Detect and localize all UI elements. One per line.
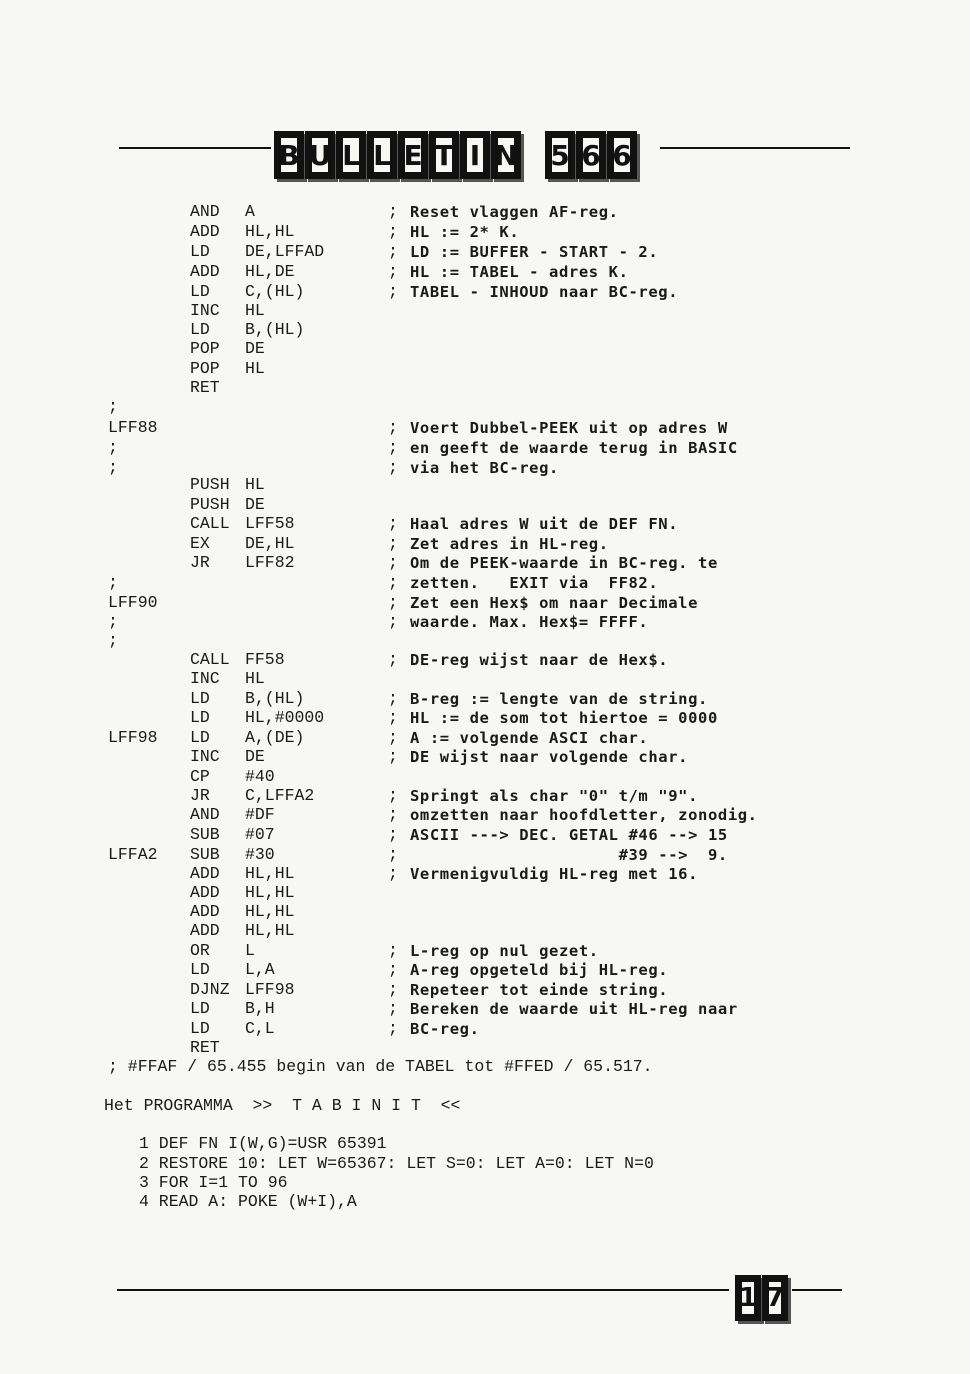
listing-comment: TABEL - INHOUD naar BC-reg. — [410, 283, 679, 301]
listing-label: LFFA2 — [108, 845, 158, 864]
listing-label: ; — [108, 397, 118, 416]
program-line: 3 FOR I=1 TO 96 — [139, 1173, 288, 1192]
listing-line — [0, 475, 970, 495]
listing-opcode: JR — [190, 786, 210, 805]
listing-semicolon: ; — [388, 242, 398, 261]
listing-line — [0, 883, 970, 903]
listing-opcode: EX — [190, 534, 210, 553]
masthead-tile: U — [305, 131, 335, 179]
listing-line — [0, 708, 970, 728]
header-rule-left — [119, 147, 271, 149]
listing-line — [0, 747, 970, 767]
listing-semicolon: ; — [388, 593, 398, 612]
listing-comment: Zet een Hex$ om naar Decimale — [410, 594, 699, 612]
listing-opcode: ADD — [190, 902, 220, 921]
listing-semicolon: ; — [388, 458, 398, 477]
listing-operand: LFF82 — [245, 553, 295, 572]
program-line: 2 RESTORE 10: LET W=65367: LET S=0: LET A=0: LET N=0 — [139, 1154, 654, 1173]
listing-semicolon: ; — [388, 825, 398, 844]
listing-line — [0, 864, 970, 884]
listing-operand: DE — [245, 339, 265, 358]
listing-line — [0, 669, 970, 689]
listing-comment: Reset vlaggen AF-reg. — [410, 203, 619, 221]
listing-operand: HL,#0000 — [245, 708, 325, 727]
listing-opcode: SUB — [190, 825, 220, 844]
listing-label: ; — [108, 458, 118, 477]
listing-opcode: CALL — [190, 650, 230, 669]
program-line: 1 DEF FN I(W,G)=USR 65391 — [139, 1134, 387, 1153]
listing-operand: A,(DE) — [245, 728, 305, 747]
listing-label: LFF88 — [108, 418, 158, 437]
listing-line — [0, 301, 970, 321]
page-number-tile: 1 — [735, 1275, 761, 1321]
masthead-tile: N — [491, 131, 521, 179]
listing-opcode: LD — [190, 708, 210, 727]
listing-operand: C,LFFA2 — [245, 786, 315, 805]
listing-semicolon: ; — [388, 728, 398, 747]
listing-operand: B,(HL) — [245, 689, 305, 708]
listing-comment: ASCII ---> DEC. GETAL #46 --> 15 — [410, 826, 728, 844]
listing-opcode: ADD — [190, 921, 220, 940]
listing-opcode: OR — [190, 941, 210, 960]
listing-semicolon: ; — [388, 650, 398, 669]
listing-opcode: CALL — [190, 514, 230, 533]
listing-comment: Repeteer tot einde string. — [410, 981, 669, 999]
listing-label: ; — [108, 438, 118, 457]
listing-semicolon: ; — [388, 418, 398, 437]
listing-comment: A-reg opgeteld bij HL-reg. — [410, 961, 669, 979]
listing-comment: Vermenigvuldig HL-reg met 16. — [410, 865, 699, 883]
listing-opcode: LD — [190, 242, 210, 261]
page-number-tile: 7 — [762, 1275, 788, 1321]
masthead-tile: B — [274, 131, 304, 179]
listing-semicolon: ; — [388, 202, 398, 221]
listing-line — [0, 242, 970, 262]
listing-comment: Om de PEEK-waarde in BC-reg. te — [410, 554, 718, 572]
listing-semicolon: ; — [388, 845, 398, 864]
listing-line — [0, 378, 970, 398]
listing-operand: HL,HL — [245, 222, 295, 241]
listing-line — [0, 999, 970, 1019]
masthead-tile: L — [336, 131, 366, 179]
footer-rule — [117, 1289, 729, 1291]
listing-line — [0, 282, 970, 302]
listing-operand: DE — [245, 495, 265, 514]
listing-line — [0, 1038, 970, 1058]
listing-semicolon: ; — [388, 864, 398, 883]
listing-line — [0, 786, 970, 806]
listing-operand: B,(HL) — [245, 320, 305, 339]
listing-operand: C,(HL) — [245, 282, 305, 301]
listing-comment: en geeft de waarde terug in BASIC — [410, 439, 738, 457]
listing-operand: HL — [245, 475, 265, 494]
listing-opcode: POP — [190, 339, 220, 358]
listing-semicolon: ; — [388, 747, 398, 766]
listing-line — [0, 980, 970, 1000]
listing-comment: DE wijst naar volgende char. — [410, 748, 689, 766]
listing-opcode: ADD — [190, 864, 220, 883]
listing-semicolon: ; — [388, 573, 398, 592]
listing-semicolon: ; — [388, 438, 398, 457]
listing-comment: zetten. EXIT via FF82. — [410, 574, 659, 592]
listing-line — [0, 902, 970, 922]
listing-comment: Zet adres in HL-reg. — [410, 535, 609, 553]
listing-comment: waarde. Max. Hex$= FFFF. — [410, 613, 649, 631]
listing-opcode: RET — [190, 1038, 220, 1057]
listing-semicolon: ; — [388, 553, 398, 572]
listing-operand: #40 — [245, 767, 275, 786]
listing-opcode: ADD — [190, 262, 220, 281]
listing-comment: HL := de som tot hiertoe = 0000 — [410, 709, 718, 727]
listing-semicolon: ; — [388, 262, 398, 281]
listing-line — [0, 1019, 970, 1039]
listing-semicolon: ; — [388, 980, 398, 999]
listing-comment: Haal adres W uit de DEF FN. — [410, 515, 679, 533]
listing-opcode: ADD — [190, 222, 220, 241]
listing-line — [0, 650, 970, 670]
listing-semicolon: ; — [388, 282, 398, 301]
listing-label: ; — [108, 612, 118, 631]
listing-line — [0, 222, 970, 242]
listing-semicolon: ; — [388, 999, 398, 1018]
listing-comment: #39 --> 9. — [410, 846, 728, 864]
listing-comment: DE-reg wijst naar de Hex$. — [410, 651, 669, 669]
listing-operand: L — [245, 941, 255, 960]
listing-semicolon: ; — [388, 786, 398, 805]
listing-line — [0, 845, 970, 865]
listing-opcode: LD — [190, 728, 210, 747]
listing-line — [0, 339, 970, 359]
listing-opcode: INC — [190, 301, 220, 320]
listing-opcode: LD — [190, 1019, 210, 1038]
listing-line — [0, 728, 970, 748]
listing-opcode: JR — [190, 553, 210, 572]
masthead-tile: T — [429, 131, 459, 179]
listing-line — [0, 438, 970, 458]
listing-label: ; — [108, 573, 118, 592]
listing-opcode: PUSH — [190, 495, 230, 514]
listing-label: ; — [108, 631, 118, 650]
page-number — [735, 1275, 789, 1321]
listing-line — [0, 767, 970, 787]
listing-semicolon: ; — [388, 222, 398, 241]
listing-line — [0, 689, 970, 709]
masthead-gap — [522, 131, 544, 179]
issue-tile: 6 — [607, 131, 637, 179]
listing-operand: HL,HL — [245, 864, 295, 883]
listing-line — [0, 825, 970, 845]
listing-comment: HL := 2* K. — [410, 223, 520, 241]
listing-line — [0, 631, 970, 651]
listing-line — [0, 573, 970, 593]
header-rule-right — [660, 147, 850, 149]
listing-opcode: LD — [190, 320, 210, 339]
issue-tile: 5 — [545, 131, 575, 179]
listing-operand: HL — [245, 359, 265, 378]
program-line: 4 READ A: POKE (W+I),A — [139, 1192, 357, 1211]
listing-line — [0, 397, 970, 417]
listing-operand: DE,LFFAD — [245, 242, 325, 261]
listing-semicolon: ; — [388, 534, 398, 553]
bulletin-masthead — [274, 131, 638, 179]
listing-opcode: INC — [190, 747, 220, 766]
issue-tile: 6 — [576, 131, 606, 179]
listing-semicolon: ; — [388, 805, 398, 824]
listing-semicolon: ; — [388, 612, 398, 631]
listing-line — [0, 320, 970, 340]
listing-comment: L-reg op nul gezet. — [410, 942, 599, 960]
listing-opcode: AND — [190, 202, 220, 221]
listing-operand: #07 — [245, 825, 275, 844]
listing-label: LFF98 — [108, 728, 158, 747]
listing-comment: B-reg := lengte van de string. — [410, 690, 708, 708]
listing-operand: HL — [245, 669, 265, 688]
listing-operand: HL — [245, 301, 265, 320]
table-note: ; #FFAF / 65.455 begin van de TABEL tot #FFED / 65.517. — [108, 1057, 653, 1076]
listing-opcode: CP — [190, 767, 210, 786]
listing-comment: omzetten naar hoofdletter, zonodig. — [410, 806, 758, 824]
listing-opcode: RET — [190, 378, 220, 397]
listing-operand: DE,HL — [245, 534, 295, 553]
listing-comment: Voert Dubbel-PEEK uit op adres W — [410, 419, 728, 437]
listing-line — [0, 418, 970, 438]
listing-comment: HL := TABEL - adres K. — [410, 263, 629, 281]
listing-line — [0, 593, 970, 613]
listing-operand: DE — [245, 747, 265, 766]
listing-line — [0, 941, 970, 961]
listing-operand: HL,HL — [245, 921, 295, 940]
listing-comment: A := volgende ASCI char. — [410, 729, 649, 747]
listing-line — [0, 553, 970, 573]
listing-semicolon: ; — [388, 1019, 398, 1038]
masthead-tile: I — [460, 131, 490, 179]
listing-line — [0, 534, 970, 554]
listing-operand: C,L — [245, 1019, 275, 1038]
listing-opcode: LD — [190, 960, 210, 979]
listing-comment: Bereken de waarde uit HL-reg naar — [410, 1000, 738, 1018]
program-heading: Het PROGRAMMA >> T A B I N I T << — [104, 1096, 461, 1115]
listing-comment: via het BC-reg. — [410, 459, 559, 477]
footer-rule-right — [792, 1289, 842, 1291]
listing-line — [0, 495, 970, 515]
listing-opcode: DJNZ — [190, 980, 230, 999]
listing-semicolon: ; — [388, 960, 398, 979]
listing-line — [0, 202, 970, 222]
listing-opcode: ADD — [190, 883, 220, 902]
listing-opcode: POP — [190, 359, 220, 378]
listing-line — [0, 805, 970, 825]
listing-comment: LD := BUFFER - START - 2. — [410, 243, 659, 261]
listing-operand: #30 — [245, 845, 275, 864]
listing-opcode: SUB — [190, 845, 220, 864]
listing-opcode: LD — [190, 689, 210, 708]
listing-operand: LFF58 — [245, 514, 295, 533]
listing-semicolon: ; — [388, 689, 398, 708]
listing-operand: HL,HL — [245, 883, 295, 902]
listing-semicolon: ; — [388, 514, 398, 533]
listing-comment: Springt als char "0" t/m "9". — [410, 787, 699, 805]
listing-operand: HL,DE — [245, 262, 295, 281]
listing-opcode: LD — [190, 282, 210, 301]
masthead-tile: L — [367, 131, 397, 179]
listing-line — [0, 921, 970, 941]
listing-comment: BC-reg. — [410, 1020, 480, 1038]
listing-line — [0, 612, 970, 632]
listing-semicolon: ; — [388, 941, 398, 960]
listing-opcode: AND — [190, 805, 220, 824]
masthead-tile: E — [398, 131, 428, 179]
listing-opcode: INC — [190, 669, 220, 688]
listing-line — [0, 359, 970, 379]
listing-operand: B,H — [245, 999, 275, 1018]
listing-label: LFF90 — [108, 593, 158, 612]
listing-opcode: LD — [190, 999, 210, 1018]
listing-line — [0, 960, 970, 980]
listing-semicolon: ; — [388, 708, 398, 727]
listing-line — [0, 262, 970, 282]
listing-opcode: PUSH — [190, 475, 230, 494]
listing-operand: L,A — [245, 960, 275, 979]
listing-operand: A — [245, 202, 255, 221]
listing-line — [0, 514, 970, 534]
listing-operand: HL,HL — [245, 902, 295, 921]
listing-operand: FF58 — [245, 650, 285, 669]
listing-operand: #DF — [245, 805, 275, 824]
listing-operand: LFF98 — [245, 980, 295, 999]
